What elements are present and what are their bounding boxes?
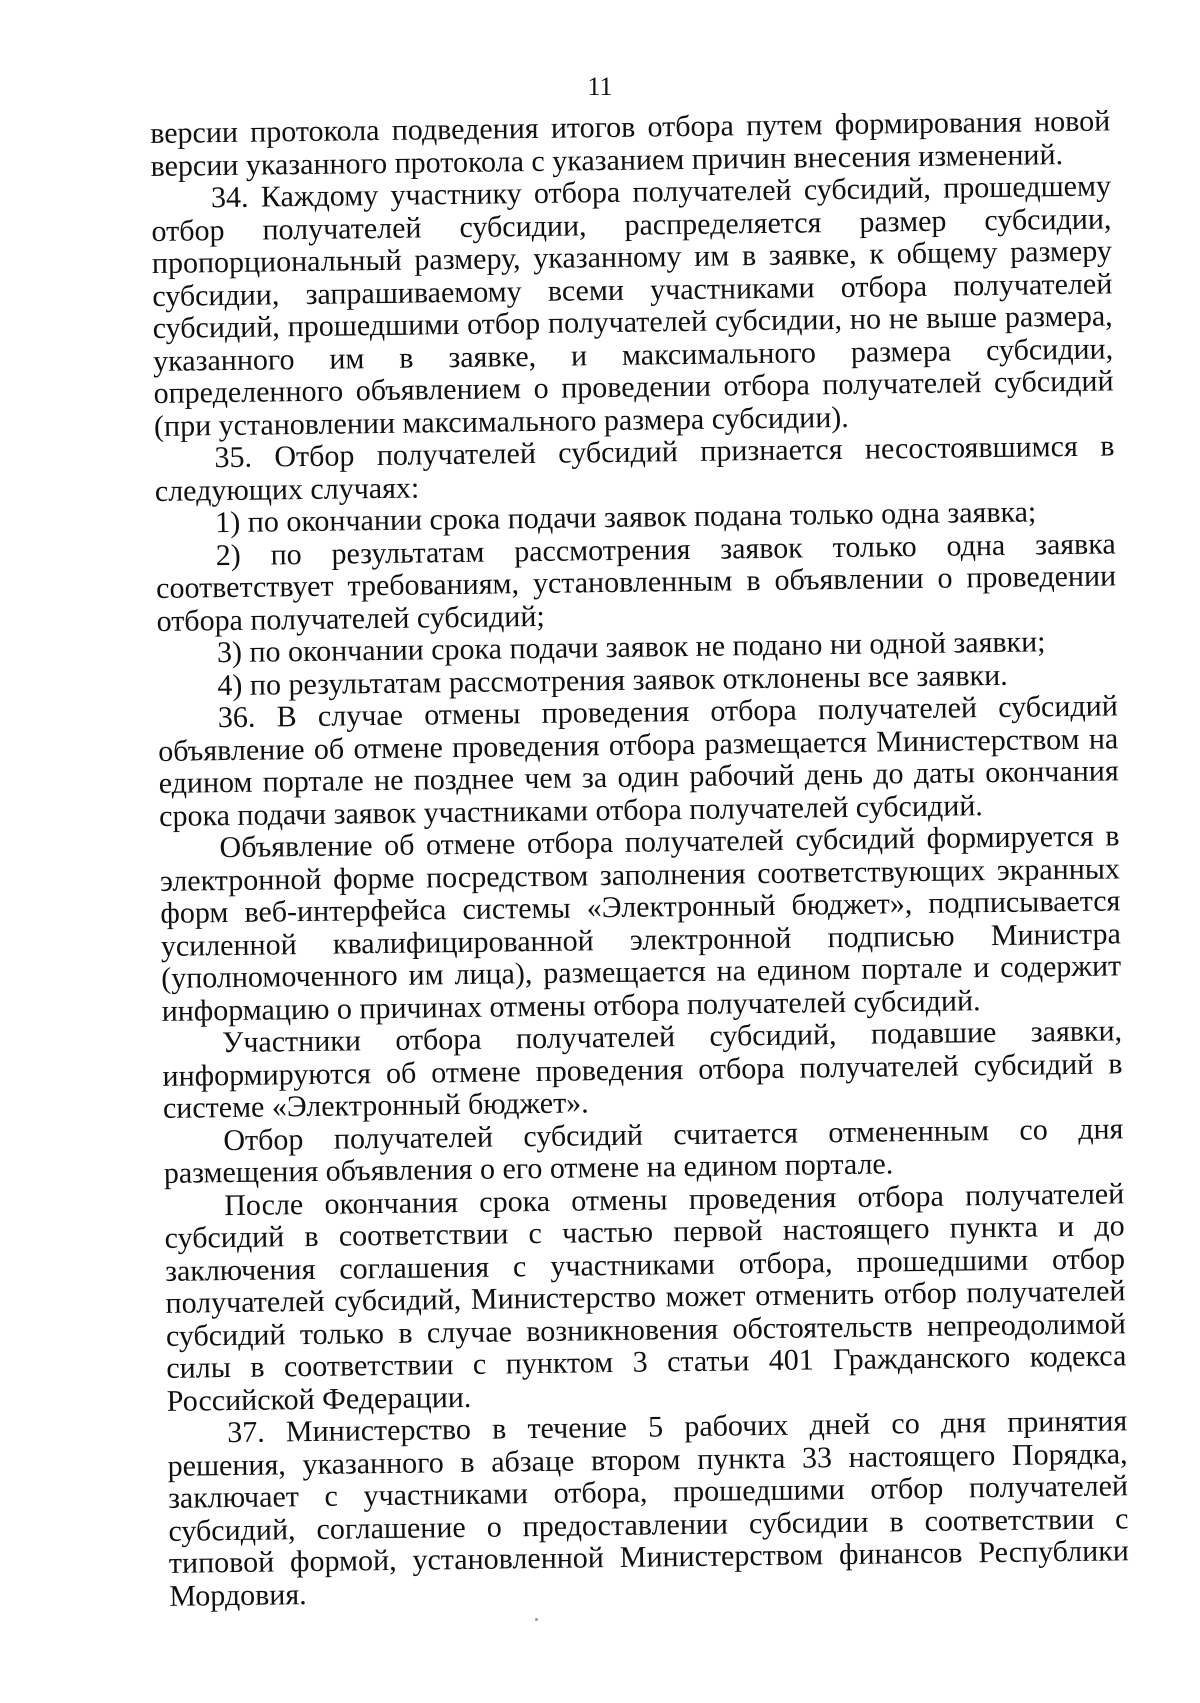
paragraph-item-34: 34. Каждому участнику отбора получателей субсидий, прошедшему отбор получателей субсидии, распределяется размер субсидии, пропорциональный размеру, указанному им в заявке, к общему размеру субсидии, запрашиваемому всеми участниками отбора получателей субсидий, прошедшими отбор получателей субсидии, но не выше размера, указанного им в заявке, и максимального размера субсидии, определенного объявлением о проведении отбора получателей субсидий (при установлении максимального размера субсидии). [151, 169, 1114, 443]
paragraph-participants-informed: Участники отбора получателей субсидий, подавшие заявки, информируются об отмене проведения отбора получателей субсидий в системе «Электронный бюджет». [162, 1014, 1123, 1125]
scan-speck [535, 1618, 538, 1621]
document-body [150, 105, 1129, 1612]
paragraph-cancellation-notice: Объявление об отмене отбора получателей субсидий формируется в электронной форме посредством заполнения соответствующих экранных форм веб-интерфейса системы «Электронный бюджет», подписывается усиленной квалифицированной электронной подписью Министра (уполномоченного им лица), размещается на едином портале и содержит информацию о причинах отмены отбора получателей субсидий. [159, 819, 1122, 1028]
list-item-2: 2) по результатам рассмотрения заявок только одна заявка соответствует требованиям, установленным в объявлении о проведении отбора получателей субсидий; [155, 526, 1117, 638]
paragraph-continuation: версии протокола подведения итогов отбора путем формирования новой версии указанного протокола с указанием причин внесения изменений. [149, 104, 1111, 183]
paragraph-cancellation-effective: Отбор получателей субсидий считается отмененным со дня размещения объявления о его отмене на едином портале. [163, 1111, 1124, 1190]
list-item-3: 3) по окончании срока подачи заявок не подано ни одной заявки; [216, 625, 1046, 670]
paragraph-force-majeure: После окончания срока отмены проведения отбора получателей субсидий в соответствии с частью первой настоящего пункта и до заключения соглашения с участниками отбора, прошедшими отбор получателей субсидий, Министерство может отменить отбор получателей субсидий только в случае возникновения обстоятельств непреодолимой силы в соответствии с пунктом 3 статьи 401 Гражданского кодекса Российской Федерации. [164, 1176, 1127, 1418]
list-item-1: 1) по окончании срока подачи заявок подана только одна заявка; [215, 495, 1037, 540]
page-number: 11 [587, 72, 613, 101]
paragraph-item-36: 36. В случае отмены проведения отбора получателей субсидий объявление об отмене проведения отбора размещается Министерством на едином портале не позднее чем за один рабочий день до даты окончания срока подачи заявок участниками отбора получателей субсидий. [158, 689, 1119, 833]
paragraph-item-37: 37. Министерство в течение 5 рабочих дней со дня принятия решения, указанного в абзаце втором пункта 33 настоящего Порядка, заключает с участниками отбора, прошедшими отбор получателей субсидий, соглашение о предоставлении субсидии в соответствии с типовой формой, установленной Министерством финансов Республики Мордовия. [167, 1404, 1130, 1613]
paragraph-item-35: 35. Отбор получателей субсидий признается несостоявшимся в следующих случаях: [154, 429, 1115, 508]
list-item-4: 4) по результатам рассмотрения заявок отклонены все заявки. [217, 658, 1008, 702]
